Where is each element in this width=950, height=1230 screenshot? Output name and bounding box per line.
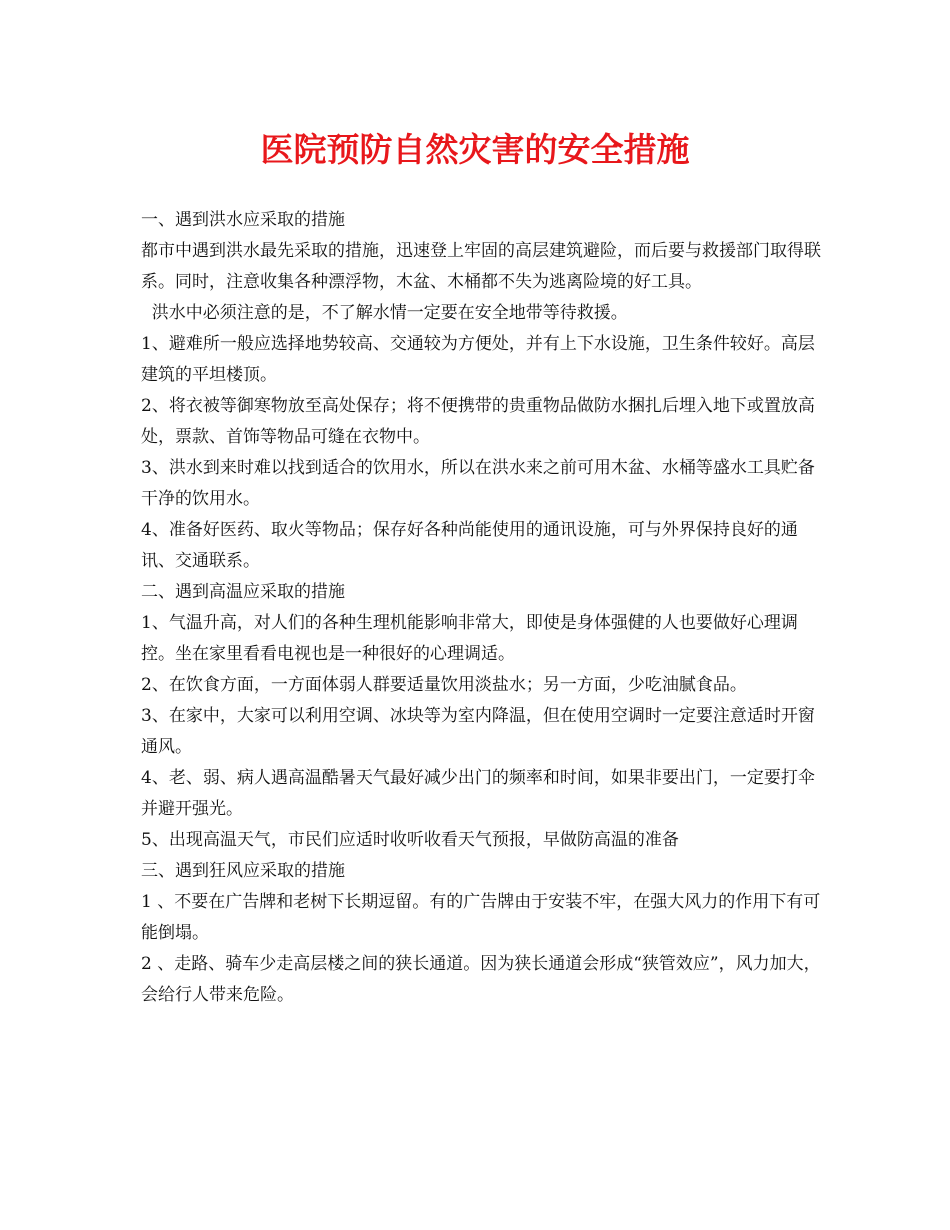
- list-item: 1、避难所一般应选择地势较高、交通较为方便处，并有上下水设施，卫生条件较好。高层建筑的平坦楼顶。: [141, 334, 815, 385]
- list-item: 1、气温升高，对人们的各种生理机能影响非常大，即使是身体强健的人也要做好心理调控。坐在家里看看电视也是一种很好的心理调适。: [141, 613, 798, 664]
- list-item: 4、准备好医药、取火等物品；保存好各种尚能使用的通讯设施，可与外界保持良好的通讯、交通联系。: [141, 520, 798, 571]
- list-item: 5、出现高温天气，市民们应适时收听收看天气预报，早做防高温的准备: [141, 830, 679, 850]
- list-item: 2、将衣被等御寒物放至高处保存；将不便携带的贵重物品做防水捆扎后埋入地下或置放高处，票款、首饰等物品可缝在衣物中。: [141, 396, 815, 447]
- list-item: 3、洪水到来时难以找到适合的饮用水，所以在洪水来之前可用木盆、水桶等盛水工具贮备干净的饮用水。: [141, 458, 815, 509]
- list-item: 2、在饮食方面，一方面体弱人群要适量饮用淡盐水；另一方面，少吃油腻食品。: [141, 675, 747, 695]
- document-title: 医院预防自然灾害的安全措施: [260, 130, 690, 169]
- section-heading-heat: 二、遇到高温应采取的措施: [141, 582, 345, 602]
- section-heading-flood: 一、遇到洪水应采取的措施: [141, 210, 345, 230]
- list-item: 1 、不要在广告牌和老树下长期逗留。有的广告牌由于安装不牢，在强大风力的作用下有可能倒塌。: [141, 892, 821, 943]
- paragraph: 洪水中必须注意的是，不了解水情一定要在安全地带等待救援。: [141, 303, 628, 323]
- paragraph: 都市中遇到洪水最先采取的措施，迅速登上牢固的高层建筑避险，而后要与救援部门取得联系。同时，注意收集各种漂浮物，木盆、木桶都不失为逃离险境的好工具。: [141, 241, 821, 292]
- list-item: 3、在家中，大家可以利用空调、冰块等为室内降温，但在使用空调时一定要注意适时开窗通风。: [141, 706, 815, 757]
- document-body: [141, 205, 821, 1011]
- list-item: 2 、走路、骑车少走高层楼之间的狭长通道。因为狭长通道会形成“狭管效应”，风力加大，会给行人带来危险。: [141, 954, 821, 1005]
- list-item: 4、老、弱、病人遇高温酷暑天气最好减少出门的频率和时间，如果非要出门，一定要打伞并避开强光。: [141, 768, 815, 819]
- section-heading-wind: 三、遇到狂风应采取的措施: [141, 861, 345, 881]
